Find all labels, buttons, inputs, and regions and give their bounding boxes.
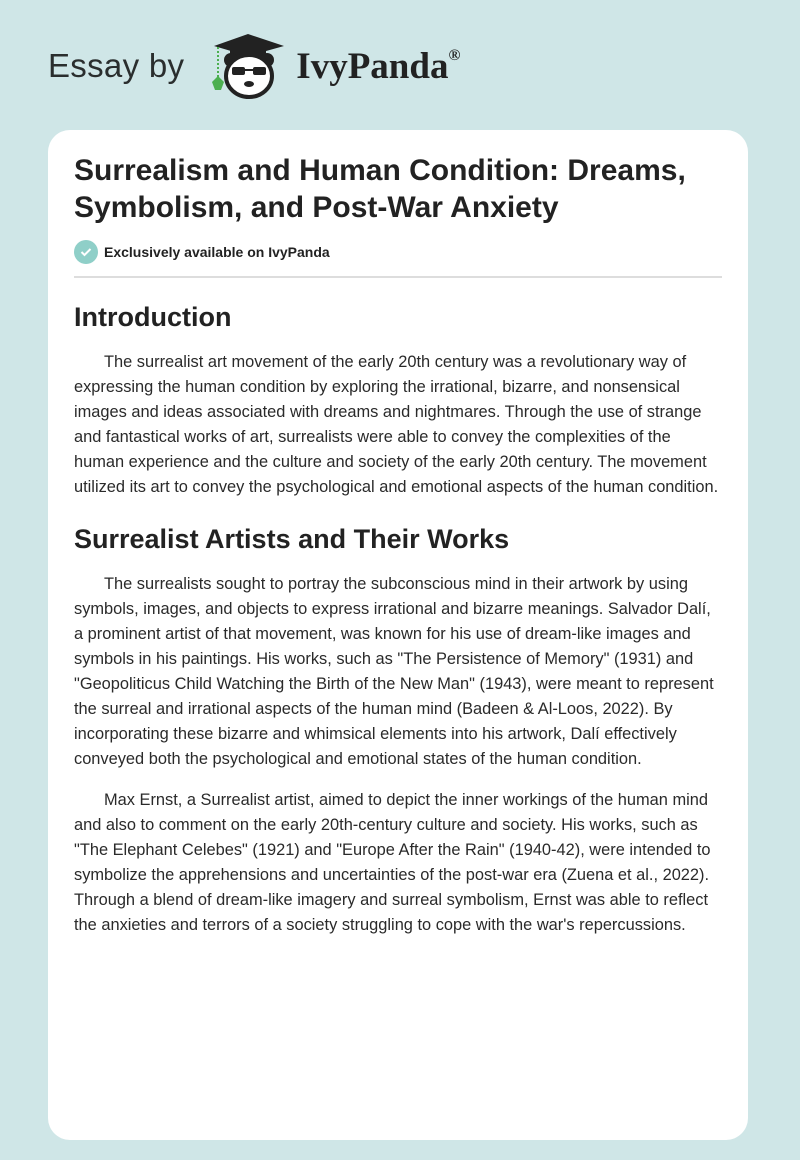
divider [74,276,722,278]
registered-mark: ® [448,46,461,64]
essay-card [48,130,748,1140]
paragraph: The surrealist art movement of the early 20th century was a revolutionary way of expressing the human condition by exploring the irrational, bizarre, and nonsensical images and ideas associated with dreams and nightmares. Through the use of strange and fantastical works of art, surrealists were able to convey the complexities of the human experience and the culture and society of the early 20th century. The movement utilized its art to convey the psychological and emotional aspects of the human condition. [74,353,719,496]
section-heading: Surrealist Artists and Their Works [74,524,510,554]
badge-text: Exclusively available on IvyPanda [104,244,330,260]
section-heading: Introduction [74,302,232,332]
essay-title: Surrealism and Human Condition: Dreams, Symbolism, and Post-War Anxiety [74,154,686,224]
brand-text: IvyPanda [296,45,449,87]
brand-name[interactable] [296,45,460,88]
paragraph: The surrealists sought to portray the subconscious mind in their artwork by using symbols, images, and objects to express irrational and bizarre meanings. Salvador Dalí, a prominent artist of that movement, was known for his use of dream-like images and symbols in his paintings. His works, such as "The Persistence of Memory" (1931) and "Geopoliticus Child Watching the Birth of the New Man" (1943), were meant to represent the surreal and irrational aspects of the human mind (Badeen & Al-Loos, 2022). By incorporating these bizarre and whimsical elements into his artwork, Dalí effectively conveyed both the psychological and emotional states of the human condition. [74,575,714,768]
exclusive-badge [74,240,722,264]
panda-logo-icon[interactable] [204,30,292,102]
check-circle-icon [74,240,98,264]
paragraph: Max Ernst, a Surrealist artist, aimed to depict the inner workings of the human mind and also to comment on the early 20th-century culture and society. His works, such as "The Elephant Celebes" (1921) and "Europe After the Rain" (1940-42), were intended to symbolize the apprehensions and uncertainties of the post-war era (Zuena et al., 2022). Through a blend of dream-like imagery and surreal symbolism, Ernst was able to reflect the anxieties and terrors of a society struggling to cope with the war's repercussions. [74,791,711,934]
site-header [48,30,460,102]
essay-by-label: Essay by [48,47,185,84]
